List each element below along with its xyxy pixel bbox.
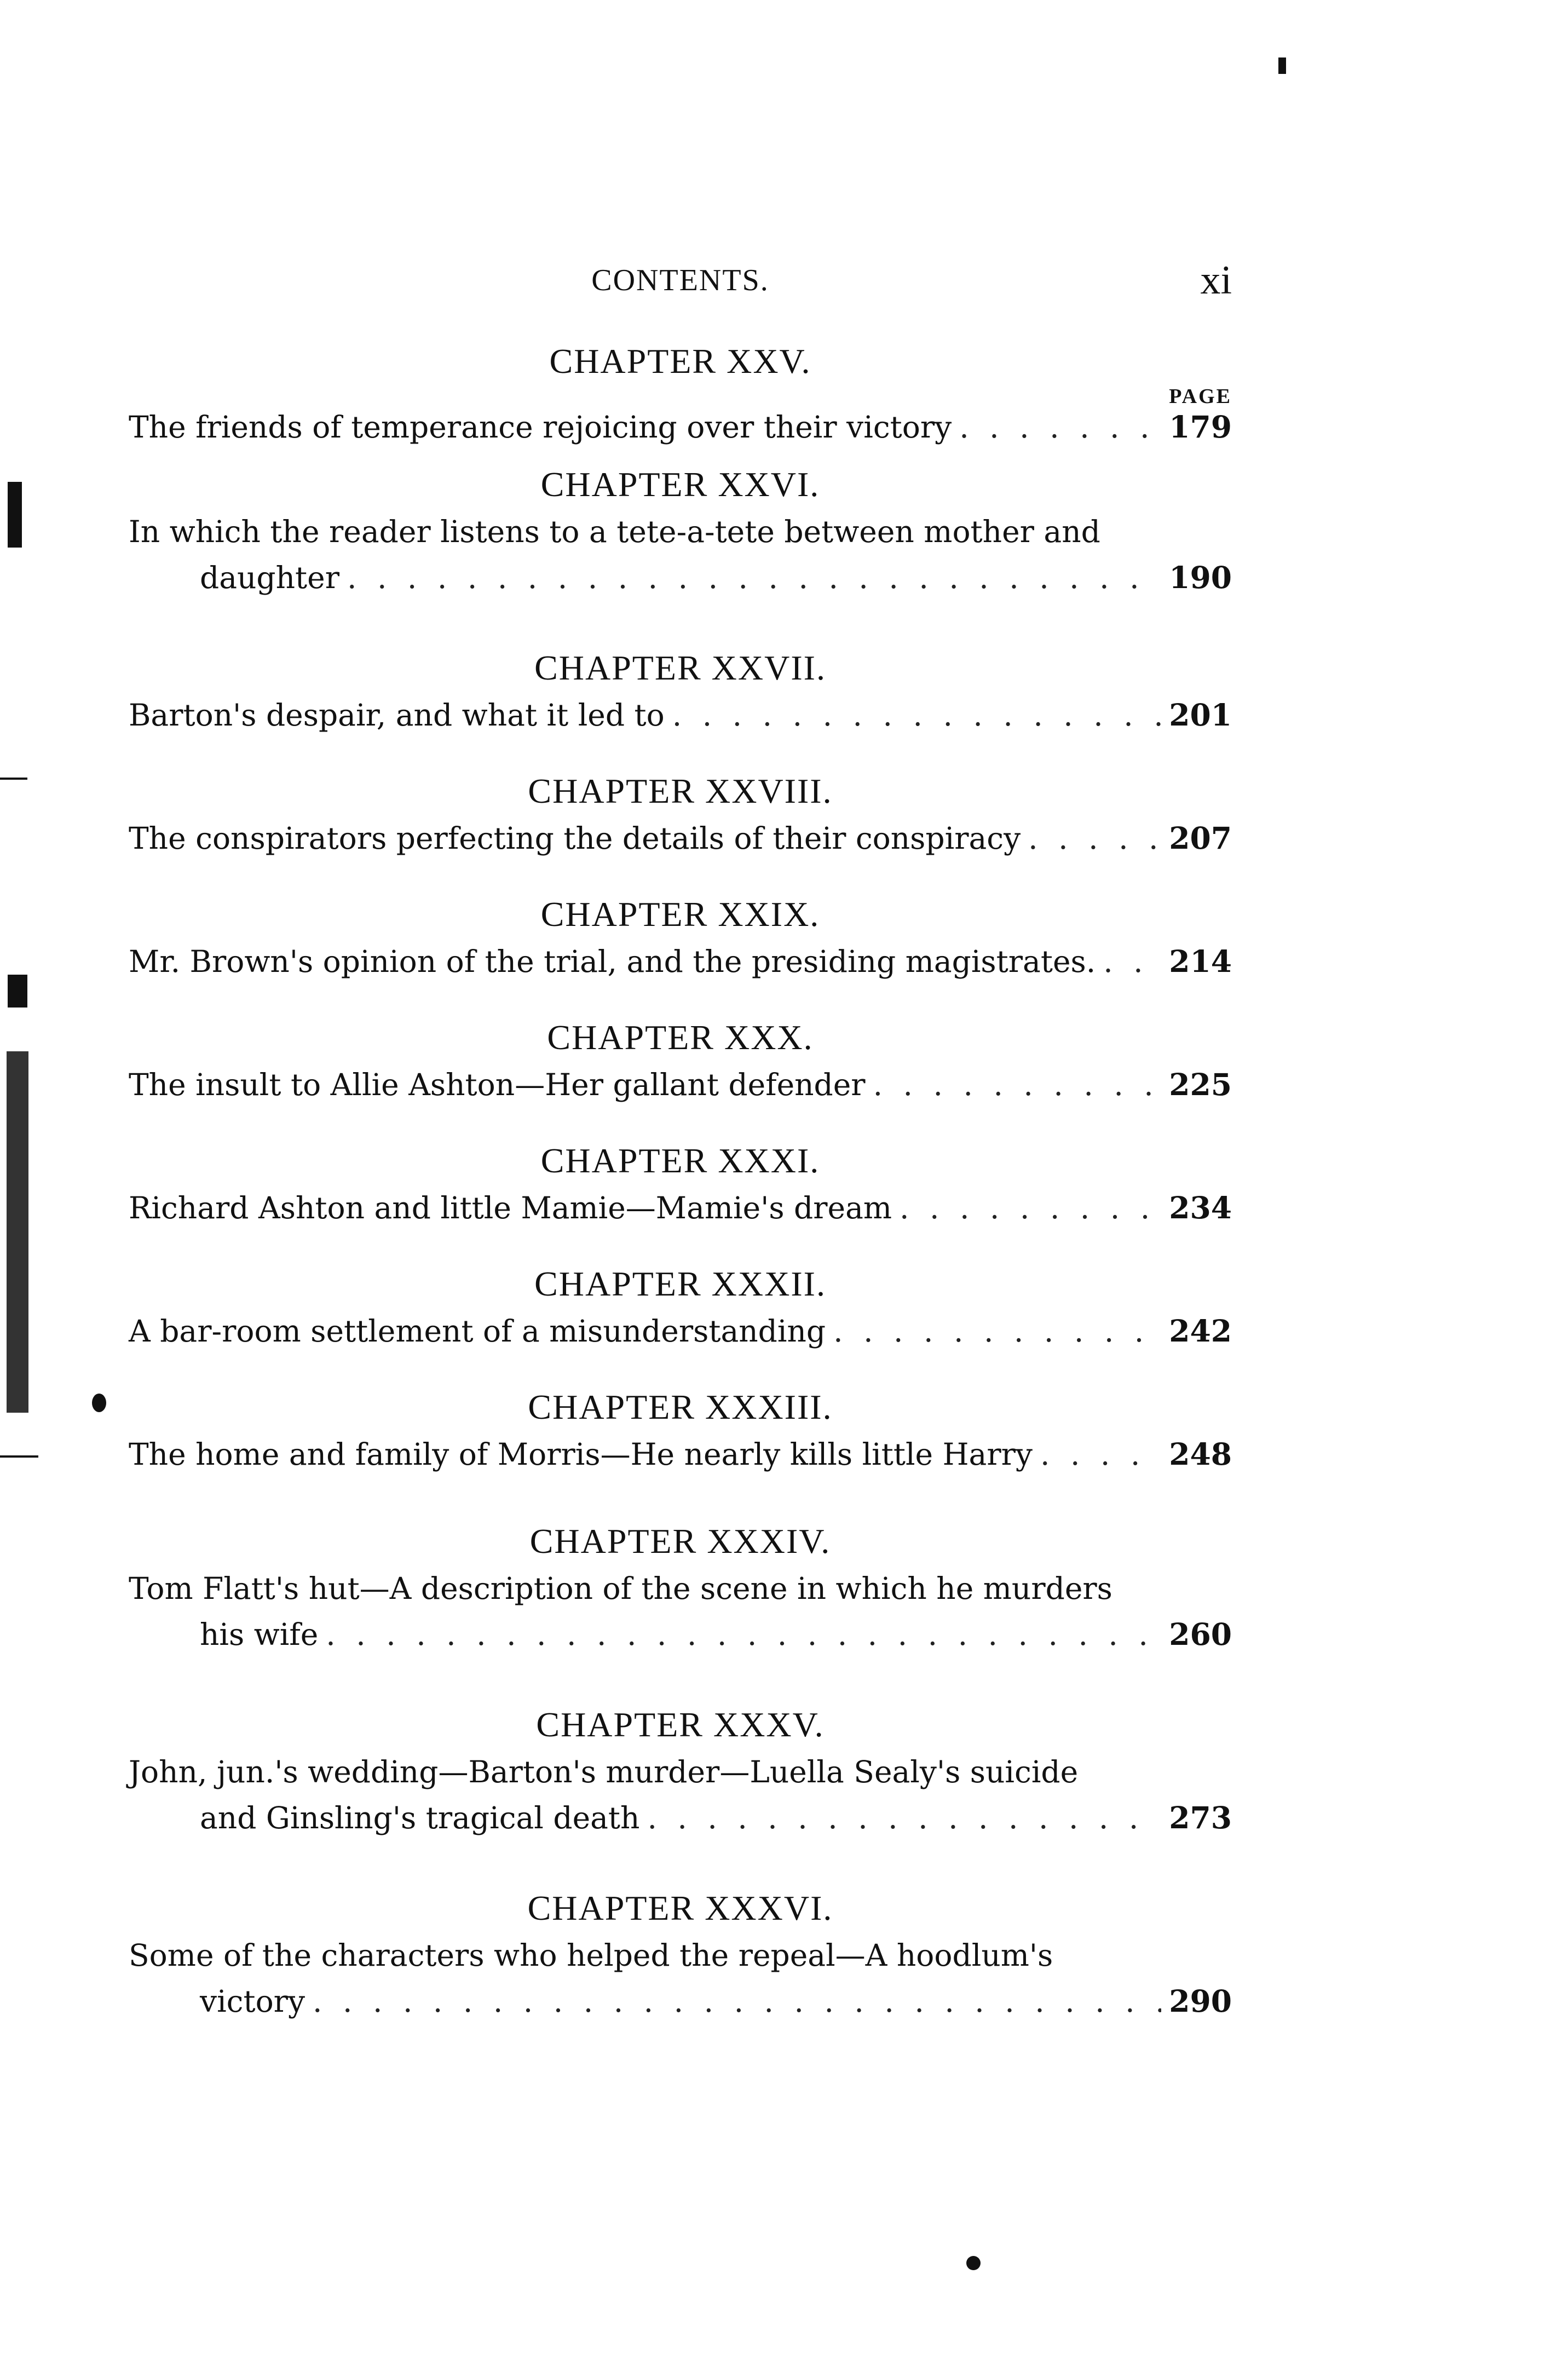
description-line [129, 815, 1232, 861]
toc-chapter-entry [129, 339, 1232, 450]
chapter-description [129, 1749, 1232, 1841]
description-text: Richard Ashton and little Mamie—Mamie's dream [129, 1190, 892, 1225]
toc-chapter-entry [129, 893, 1232, 985]
running-title: CONTENTS. [591, 263, 769, 297]
description-text: John, jun.'s wedding—Barton's murder—Luella Sealy's suicide [129, 1754, 1079, 1789]
chapter-description [129, 509, 1232, 601]
dot-leader [647, 1795, 1161, 1841]
toc-chapter-entry [129, 1262, 1232, 1354]
chapter-description [129, 1431, 1232, 1477]
page-reference: 225 [1169, 1067, 1232, 1102]
description-line [129, 1565, 1232, 1611]
page-reference: 248 [1169, 1436, 1232, 1472]
description-text: victory [200, 1984, 305, 2019]
page-number-folio: xi [1200, 258, 1232, 303]
dot-leader [347, 555, 1161, 601]
dot-leader [313, 1978, 1161, 2024]
description-text: The home and family of Morris—He nearly kills little Harry [129, 1437, 1033, 1472]
dot-leader [1040, 1431, 1161, 1477]
dot-leader [1103, 939, 1161, 985]
description-text: The insult to Allie Ashton—Her gallant defender [129, 1067, 866, 1102]
chapter-description [129, 1932, 1232, 2024]
dot-leader [326, 1611, 1161, 1657]
description-line [129, 1185, 1232, 1231]
description-line [129, 692, 1232, 738]
scan-mark [8, 975, 27, 1008]
running-header [129, 257, 1232, 307]
chapter-heading: CHAPTER XXXI. [540, 1141, 820, 1180]
page-reference: 201 [1169, 697, 1232, 733]
toc-chapter-entry [129, 1886, 1232, 2024]
description-line [129, 1431, 1232, 1477]
page-column-label: PAGE [1169, 385, 1232, 408]
toc-chapter-entry [129, 1519, 1232, 1657]
chapter-heading: CHAPTER XXXIII. [528, 1388, 833, 1426]
chapter-description [129, 815, 1232, 861]
description-line [129, 1308, 1232, 1354]
chapter-description [129, 404, 1232, 450]
chapter-heading: CHAPTER XXV. [549, 342, 811, 381]
description-line [129, 404, 1232, 450]
page-reference: 179 [1169, 409, 1232, 445]
dot-leader [1028, 815, 1161, 861]
page-reference: 234 [1169, 1190, 1232, 1225]
description-text: and Ginsling's tragical death [200, 1800, 640, 1835]
scan-mark [0, 1455, 38, 1458]
dot-leader [959, 404, 1161, 450]
chapter-heading: CHAPTER XXXII. [534, 1264, 826, 1303]
toc-chapter-entry [129, 1139, 1232, 1231]
toc-chapter-entry [129, 769, 1232, 861]
dot-leader [900, 1185, 1161, 1231]
toc-chapter-entry [129, 1703, 1232, 1841]
chapter-description [129, 692, 1232, 738]
page-reference: 207 [1169, 820, 1232, 856]
description-text: The conspirators perfecting the details of their conspiracy [129, 821, 1021, 856]
description-line [129, 1795, 1232, 1841]
chapter-description [129, 1308, 1232, 1354]
page-reference: 214 [1169, 943, 1232, 979]
chapter-description [129, 1062, 1232, 1108]
chapter-heading: CHAPTER XXX. [547, 1018, 814, 1057]
dot-leader [672, 692, 1161, 738]
description-text: A bar-room settlement of a misunderstanding [129, 1314, 826, 1349]
scan-mark [8, 482, 22, 548]
description-text: In which the reader listens to a tete-a-tete between mother and [129, 514, 1100, 549]
description-line [129, 1611, 1232, 1657]
chapter-description [129, 1185, 1232, 1231]
toc-chapter-entry [129, 1016, 1232, 1108]
toc-chapter-entry [129, 463, 1232, 601]
description-text: daughter [200, 560, 339, 595]
description-text: Tom Flatt's hut—A description of the scene in which he murders [129, 1571, 1112, 1606]
chapter-heading: CHAPTER XXVIII. [528, 772, 833, 810]
chapter-heading: CHAPTER XXXVI. [527, 1889, 833, 1927]
description-text: Some of the characters who helped the repeal—A hoodlum's [129, 1938, 1053, 1973]
description-text: his wife [200, 1617, 319, 1652]
scan-mark [7, 1051, 28, 1413]
page-reference: 260 [1169, 1616, 1232, 1652]
description-line [129, 1932, 1232, 1978]
description-line [129, 1749, 1232, 1795]
description-line [129, 555, 1232, 601]
description-line [129, 509, 1232, 555]
chapter-heading: CHAPTER XXVI. [540, 465, 820, 504]
chapter-heading: CHAPTER XXXIV. [529, 1522, 831, 1561]
description-text: Barton's despair, and what it led to [129, 698, 665, 733]
dot-leader [833, 1308, 1161, 1354]
page-reference: 273 [1169, 1800, 1232, 1835]
description-text: Mr. Brown's opinion of the trial, and the presiding magistrates. [129, 944, 1096, 979]
scan-mark [92, 1394, 106, 1412]
page-reference: 242 [1169, 1313, 1232, 1349]
scan-mark [1278, 57, 1286, 74]
chapter-heading: CHAPTER XXVII. [534, 648, 826, 687]
toc-chapter-entry [129, 1385, 1232, 1477]
page-reference: 190 [1169, 560, 1232, 595]
chapter-heading: CHAPTER XXIX. [540, 895, 820, 934]
description-line [129, 1978, 1232, 2024]
scan-mark [0, 778, 27, 780]
dot-leader [873, 1062, 1162, 1108]
toc-chapter-entry [129, 646, 1232, 738]
description-line [129, 939, 1232, 985]
description-line [129, 1062, 1232, 1108]
chapter-description [129, 939, 1232, 985]
chapter-heading: CHAPTER XXXV. [536, 1705, 825, 1744]
description-text: The friends of temperance rejoicing over their victory [129, 410, 952, 445]
chapter-description [129, 1565, 1232, 1657]
page-reference: 290 [1169, 1983, 1232, 2019]
scan-mark [966, 2256, 981, 2270]
